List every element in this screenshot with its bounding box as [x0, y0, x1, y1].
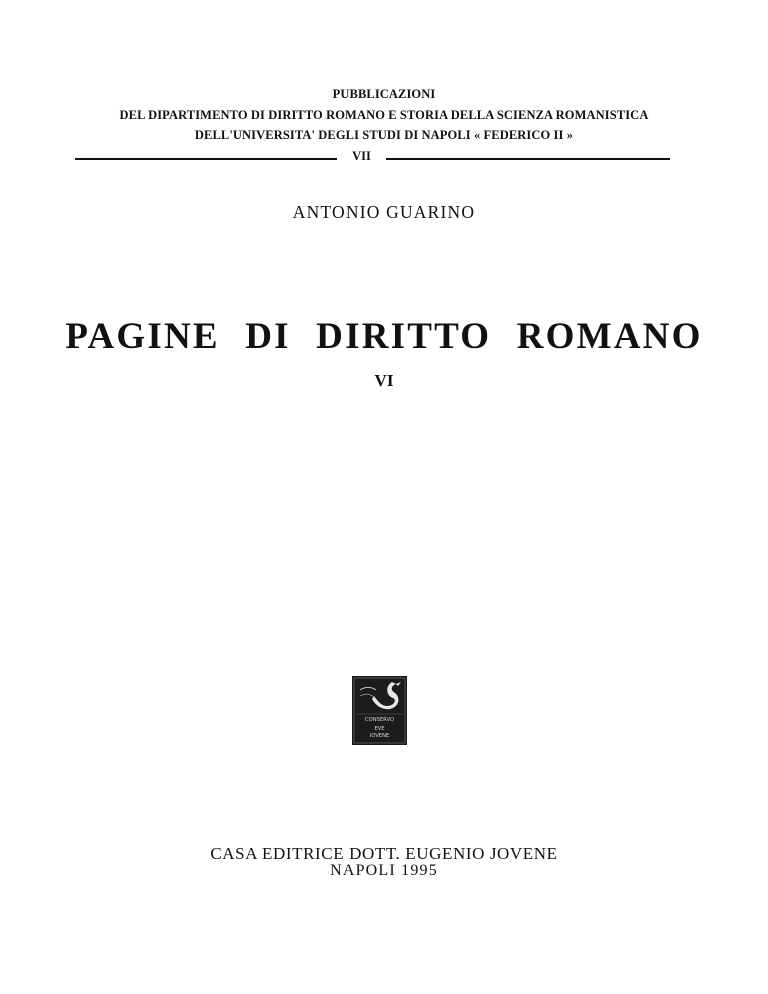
volume-number: VI	[374, 371, 394, 390]
publisher-name: CASA EDITRICE DOTT. EUGENIO JOVENE	[210, 844, 558, 863]
logo-text-2: EVE	[374, 726, 385, 732]
rule-left-divider	[75, 158, 337, 160]
series-number: VII	[352, 149, 371, 163]
rule-right-divider	[386, 158, 670, 160]
book-title: PAGINE DI DIRITTO ROMANO	[65, 316, 703, 357]
series-heading: PUBBLICAZIONI	[332, 87, 436, 101]
author-name: ANTONIO GUARINO	[292, 202, 476, 222]
publication-place-year: NAPOLI 1995	[330, 862, 438, 879]
logo-text-1: CONSERVO	[364, 717, 395, 723]
series-number-row	[75, 149, 670, 167]
series-university: DELL'UNIVERSITA' DEGLI STUDI DI NAPOLI « FEDERICO II »	[194, 128, 574, 142]
publisher-emblem-icon	[352, 676, 407, 745]
logo-text-3: IOVENE	[369, 733, 390, 739]
series-department: DEL DIPARTIMENTO DI DIRITTO ROMANO E STORIA DELLA SCIENZA ROMANISTICA	[119, 108, 649, 122]
